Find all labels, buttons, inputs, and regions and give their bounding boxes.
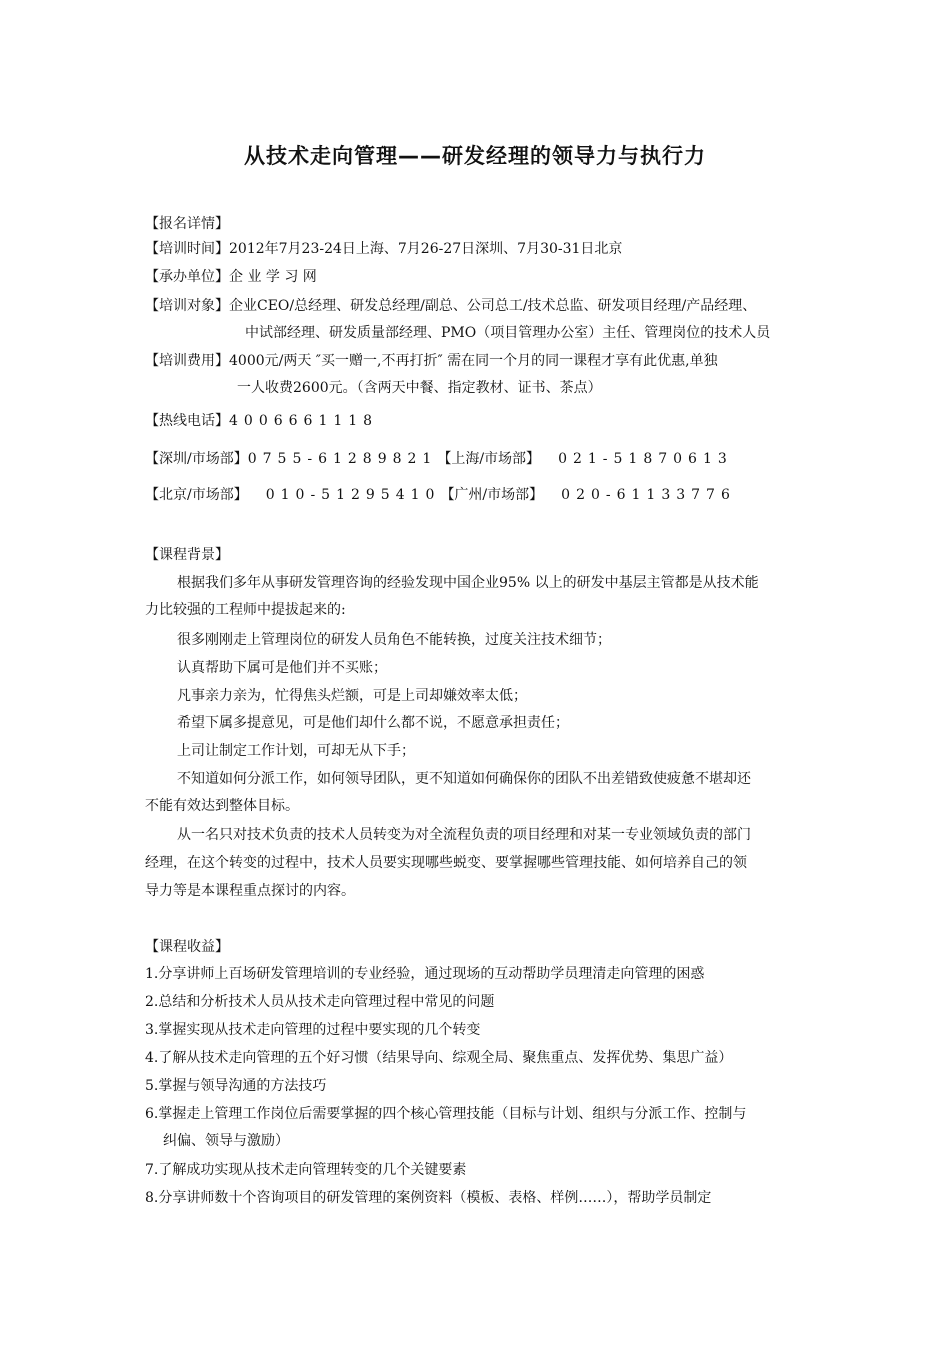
background-p2-line2: 经理，在这个转变的过程中，技术人员要实现哪些蜕变、要掌握哪些管理技能、如何培养自己的领	[145, 855, 747, 871]
background-p1-line2: 力比较强的工程师中提拔起来的:	[145, 602, 346, 618]
benefit-1: 1.分享讲师上百场研发管理培训的专业经验，通过现场的互动帮助学员理清走向管理的困惑	[145, 966, 705, 982]
target-value-line1: 企业CEO/总经理、研发总经理/副总、公司总工/技术总监、研发项目经理/产品经理、	[229, 298, 757, 314]
background-item-5: 上司让制定工作计划，可却无从下手；	[177, 743, 415, 759]
fee-label: 【培训费用】	[145, 353, 229, 369]
hotline-label: 【热线电话】	[145, 413, 229, 429]
shenzhen-phone: 0755-61289821	[247, 451, 438, 467]
organizer-row	[145, 267, 317, 287]
background-item-6-line2: 不能有效达到整体目标。	[145, 798, 299, 814]
background-header: 【课程背景】	[145, 547, 229, 563]
beijing-phone: 010-51295410	[265, 487, 441, 503]
beijing-label: 【北京/市场部】	[145, 487, 248, 503]
background-item-2: 认真帮助下属可是他们并不买账；	[177, 660, 387, 676]
bj-gz-row	[145, 485, 736, 505]
benefit-5: 5.掌握与领导沟通的方法技巧	[145, 1078, 327, 1094]
fee-value-line1: 4000元/两天 ″买一赠一,不再打折″ 需在同一个月的同一课程才享有此优惠,单独	[229, 353, 718, 369]
background-item-1: 很多刚刚走上管理岗位的研发人员角色不能转换，过度关注技术细节；	[177, 632, 611, 648]
shanghai-phone: 021-51870613	[558, 451, 733, 467]
hotline-value: 4006661118	[229, 413, 379, 429]
organizer-label: 【承办单位】	[145, 269, 229, 285]
target-label: 【培训对象】	[145, 298, 229, 314]
hotline-row	[145, 411, 378, 431]
benefit-6-line2: 纠偏、领导与激励）	[163, 1133, 289, 1149]
benefit-8: 8.分享讲师数十个咨询项目的研发管理的案例资料（模板、表格、样例……），帮助学员制定	[145, 1190, 712, 1206]
training-time-value: 2012年7月23-24日上海、7月26-27日深圳、7月30-31日北京	[229, 241, 623, 257]
details-header: 【报名详情】	[145, 216, 229, 232]
benefit-3: 3.掌握实现从技术走向管理的过程中要实现的几个转变	[145, 1022, 481, 1038]
fee-row	[145, 351, 718, 371]
background-p2-line1: 从一名只对技术负责的技术人员转变为对全流程负责的项目经理和对某一专业领域负责的部门	[177, 827, 751, 843]
training-time-label: 【培训时间】	[145, 241, 229, 257]
shenzhen-label: 【深圳/市场部】	[145, 451, 248, 467]
organizer-value: 企 业 学 习 网	[229, 269, 317, 285]
fee-value-line2: 一人收费2600元。（含两天中餐、指定教材、证书、茶点）	[237, 380, 602, 396]
guangzhou-label: 【广州/市场部】	[440, 487, 544, 503]
background-item-6-line1: 不知道如何分派工作，如何领导团队，更不知道如何确保你的团队不出差错致使疲惫不堪却还	[177, 771, 751, 787]
sz-sh-row	[145, 449, 733, 469]
target-value-line2: 中试部经理、研发质量部经理、PMO（项目管理办公室）主任、管理岗位的技术人员	[245, 325, 771, 341]
target-row	[145, 296, 756, 316]
training-time-row	[145, 239, 622, 259]
benefit-7: 7.了解成功实现从技术走向管理转变的几个关键要素	[145, 1162, 467, 1178]
benefit-2: 2.总结和分析技术人员从技术走向管理过程中常见的问题	[145, 994, 495, 1010]
background-item-3: 凡事亲力亲为，忙得焦头烂额，可是上司却嫌效率太低；	[177, 688, 527, 704]
benefit-6-line1: 6.掌握走上管理工作岗位后需要掌握的四个核心管理技能（目标与计划、组织与分派工作、控制与	[145, 1106, 747, 1122]
background-p1-line1: 根据我们多年从事研发管理咨询的经验发现中国企业95% 以上的研发中基层主管都是从技术能	[177, 575, 759, 591]
background-p2-line3: 导力等是本课程重点探讨的内容。	[145, 883, 355, 899]
guangzhou-phone: 020-61133776	[561, 487, 736, 503]
background-item-4: 希望下属多提意见，可是他们却什么都不说，不愿意承担责任；	[177, 715, 569, 731]
benefit-4: 4.了解从技术走向管理的五个好习惯（结果导向、综观全局、聚焦重点、发挥优势、集思广益）	[145, 1050, 733, 1066]
benefits-header: 【课程收益】	[145, 939, 229, 955]
shanghai-label: 【上海/市场部】	[437, 451, 541, 467]
document-title: 从技术走向管理——研发经理的领导力与执行力	[244, 144, 706, 168]
